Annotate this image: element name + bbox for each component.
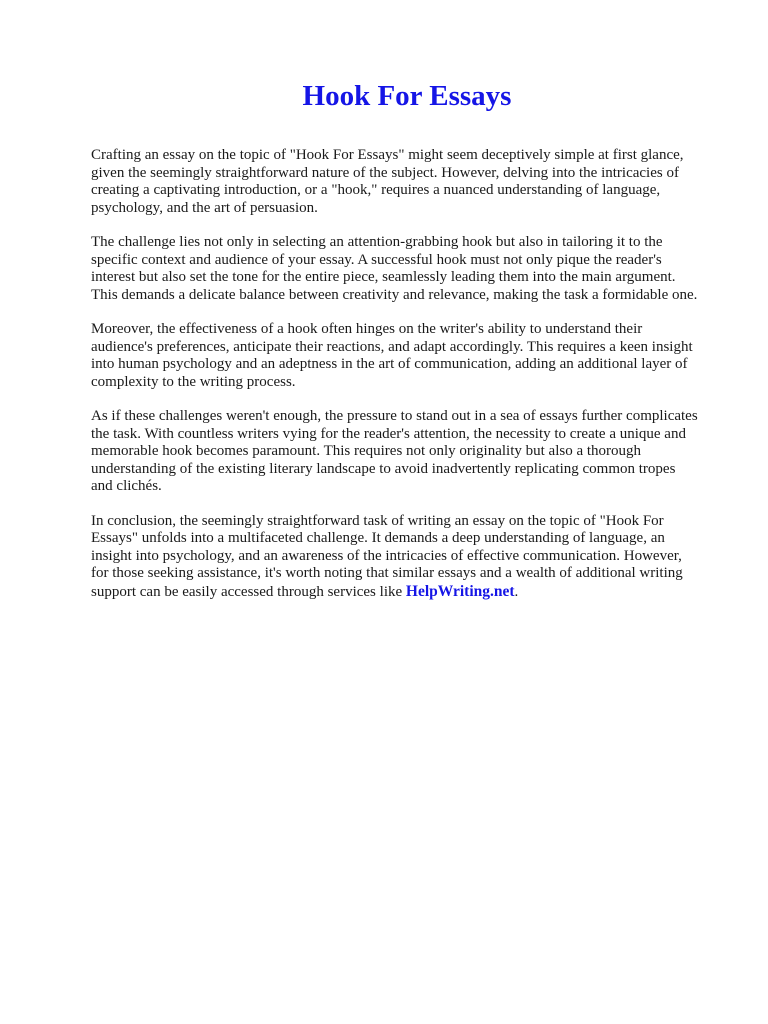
text-line: The challenge lies not only in selecting an attention-grabbing hook but also in tailoring it to the [91, 234, 663, 250]
essay-body [91, 147, 731, 618]
text-line-with-link [91, 583, 731, 602]
text-line: and clichés. [91, 478, 162, 494]
paragraph [91, 321, 731, 391]
text-line: Moreover, the effectiveness of a hook often hinges on the writer's ability to understand their [91, 321, 643, 337]
text-line: memorable hook becomes paramount. This requires not only originality but also a thorough [91, 443, 642, 459]
text-line: As if these challenges weren't enough, the pressure to stand out in a sea of essays further complicates [91, 408, 698, 424]
text-line: complexity to the writing process. [91, 373, 296, 390]
link-trailing-text: . [514, 583, 519, 600]
text-line: In conclusion, the seemingly straightforward task of writing an essay on the topic of "Hook For [91, 512, 664, 529]
link-lead-text: support can be easily accessed through services like [91, 583, 406, 600]
text-line: for those seeking assistance, it's worth noting that similar essays and a wealth of additional writing [91, 565, 683, 581]
text-line: understanding of the existing literary landscape to avoid inadvertently replicating common tropes [91, 460, 676, 477]
conclusion-paragraph [91, 513, 731, 602]
text-line: Essays" unfolds into a multifaceted challenge. It demands a deep understanding of language, an [91, 530, 665, 546]
helpwriting-link[interactable]: HelpWriting.net [405, 582, 515, 600]
paragraph [91, 234, 731, 304]
text-line: creating a captivating introduction, or a "hook," requires a nuanced understanding of language, [91, 182, 661, 198]
text-line: Crafting an essay on the topic of "Hook For Essays" might seem deceptively simple at first glance, [91, 147, 684, 163]
text-line: This demands a delicate balance between creativity and relevance, making the task a formidable one. [91, 286, 698, 303]
text-line: audience's preferences, anticipate their reactions, and adapt accordingly. This requires a keen insight [91, 338, 693, 355]
text-line: insight into psychology, and an awareness of the intricacies of effective communication. However, [91, 547, 682, 564]
text-line: interest but also set the tone for the entire piece, seamlessly leading them into the main argument. [91, 269, 676, 285]
page-title: Hook For Essays [302, 80, 512, 112]
text-line: the task. With countless writers vying for the reader's attention, the necessity to create a unique and [91, 425, 686, 442]
text-line: given the seemingly straightforward nature of the subject. However, delving into the intricacies of [91, 164, 679, 181]
paragraph [91, 408, 731, 496]
text-line: into human psychology and an adeptness in the art of communication, adding an additional layer of [91, 356, 688, 372]
text-line: specific context and audience of your essay. A successful hook must not only pique the reader's [91, 251, 662, 268]
text-line: psychology, and the art of persuasion. [91, 199, 318, 216]
paragraph [91, 147, 731, 217]
